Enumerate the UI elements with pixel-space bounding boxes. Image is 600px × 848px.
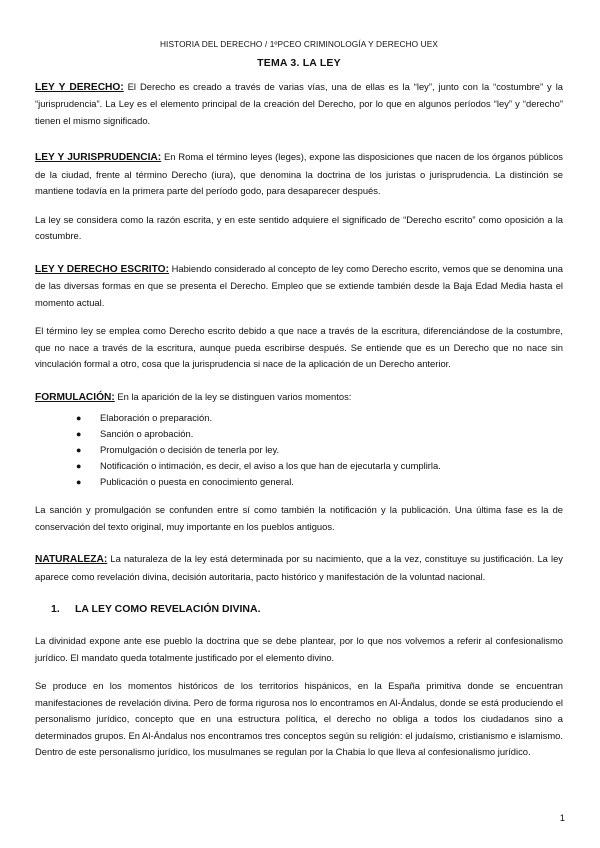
list-item [35,474,563,490]
bullet-icon: ● [76,413,82,423]
formulacion-list [35,410,563,490]
bullet-icon: ● [76,477,82,487]
paragraph-razon-escrita: La ley se considera como la razón escrita, y en este sentido adquiere el significado de “Derecho escrito” como oposición a la costumbre. [35,213,563,241]
lead-naturaleza: NATURALEZA: [35,554,108,565]
list-item-text: Sanción o aprobación. [100,428,194,439]
paragraph-revelacion-2: Se produce en los momentos históricos de los territorios hispánicos, en la España primitiva donde se encuentran manifestaciones de revelación divina. Pero de forma rigurosa nos lo encontramos en Al-Ándalus, donde se está produciendo el personalismo jurídico, concepto que en una estructura política, el derecho no obliga a todos los ciudadanos sino a determinados grupos. En Al-Ándalus nos encontramos tres conceptos según su religión: el judaísmo, cristianismo e islamismo. Dentro de este personalismo jurídico, los musulmanes se regulan por la Chabia lo que lleva al confesionalismo jurídico. [35,680,563,757]
document-page [35,36,563,761]
list-item-text: Elaboración o preparación. [100,412,213,423]
list-item-text: Publicación o puesta en conocimiento general. [100,476,294,487]
bullet-icon: ● [76,429,82,439]
bullet-icon: ● [76,445,82,455]
text-ley-derecho-escrito: Habiendo considerado al concepto de ley como Derecho escrito, vemos que se denomina una de las diversas formas en que se presenta el Derecho. Empleo que se extiende también desde la Baja Edad Media hasta el momento actual. [35,262,563,308]
section-heading-revelacion [35,601,563,617]
lead-ley-derecho: LEY Y DERECHO: [35,81,124,93]
text-formulacion: En la aparición de la ley se distinguen varios momentos: [114,390,352,402]
paragraph-naturaleza [35,551,563,585]
lead-ley-derecho-escrito: LEY Y DERECHO ESCRITO: [35,263,169,275]
paragraph-termino-ley: El término ley se emplea como Derecho escrito debido a que nace a través de la escritura, diferenciándose de la costumbre, que no nace a través de la escritura, aunque pueda escribirse después. Se entiende que es un Derecho que no nace sin vinculación formal a otro, cosa que la jurisprudencia si nace de la aplicación de un Derecho anterior. [35,325,563,369]
page-title: TEMA 3. LA LEY [257,56,341,69]
paragraph-ley-derecho-escrito [35,261,563,312]
list-item [35,426,563,442]
bullet-icon: ● [76,461,82,471]
list-item [35,458,563,474]
list-item-text: Notificación o intimación, es decir, el aviso a los que han de ejecutarla y cumplirla. [100,460,441,471]
page-number: 1 [559,813,565,824]
lead-ley-jurisprudencia: LEY Y JURISPRUDENCIA: [35,152,162,163]
text-ley-jurisprudencia: En Roma el término leyes (leges), expone las disposiciones que nacen de los órganos públicos de la ciudad, frente al término Derecho (iura), que denomina la doctrina de los juristas o jurisprudencia. La distinción se mantiene todavía en la primera parte del período godo, para desaparecer después. [35,151,563,196]
text-naturaleza: La naturaleza de la ley está determinada por su nacimiento, que a la vez, constituye su justificación. La ley aparece como revelación divina, decisión autoritaria, pacto histórico y manifestación de la voluntad nacional. [35,553,563,582]
paragraph-formulacion [35,389,563,407]
text-ley-derecho: El Derecho es creado a través de varias vías, una de ellas es la “ley”, junto con la “costumbre” y la “jurisprudencia”. La Ley es el elemento principal de la creación del Derecho, por lo que en algunos períodos “ley” y “derecho” tienen el mismo significado. [35,80,563,126]
lead-formulacion: FORMULACIÓN: [35,391,115,403]
list-item [35,410,563,426]
list-item [35,442,563,458]
paragraph-ley-jurisprudencia [35,149,563,200]
paragraph-sancion: La sanción y promulgación se confunden entre sí como también la notificación y la publicación. Una última fase es la de conservación del texto original, muy importante en los pueblos antiguos. [35,504,563,532]
course-header: HISTORIA DEL DERECHO / 1ºPCEO CRIMINOLOGÍA Y DERECHO UEX [159,39,439,49]
paragraph-ley-derecho [35,79,563,130]
section-heading-text: LA LEY COMO REVELACIÓN DIVINA. [75,603,261,615]
section-number: 1. [51,603,60,615]
paragraph-revelacion-1: La divinidad expone ante ese pueblo la doctrina que se debe plantear, por lo que nos volvemos a referir al confesionalismo jurídico. El mandato queda totalmente justificado por el elemento divino. [35,635,563,663]
list-item-text: Promulgación o decisión de tenerla por ley. [100,444,280,455]
